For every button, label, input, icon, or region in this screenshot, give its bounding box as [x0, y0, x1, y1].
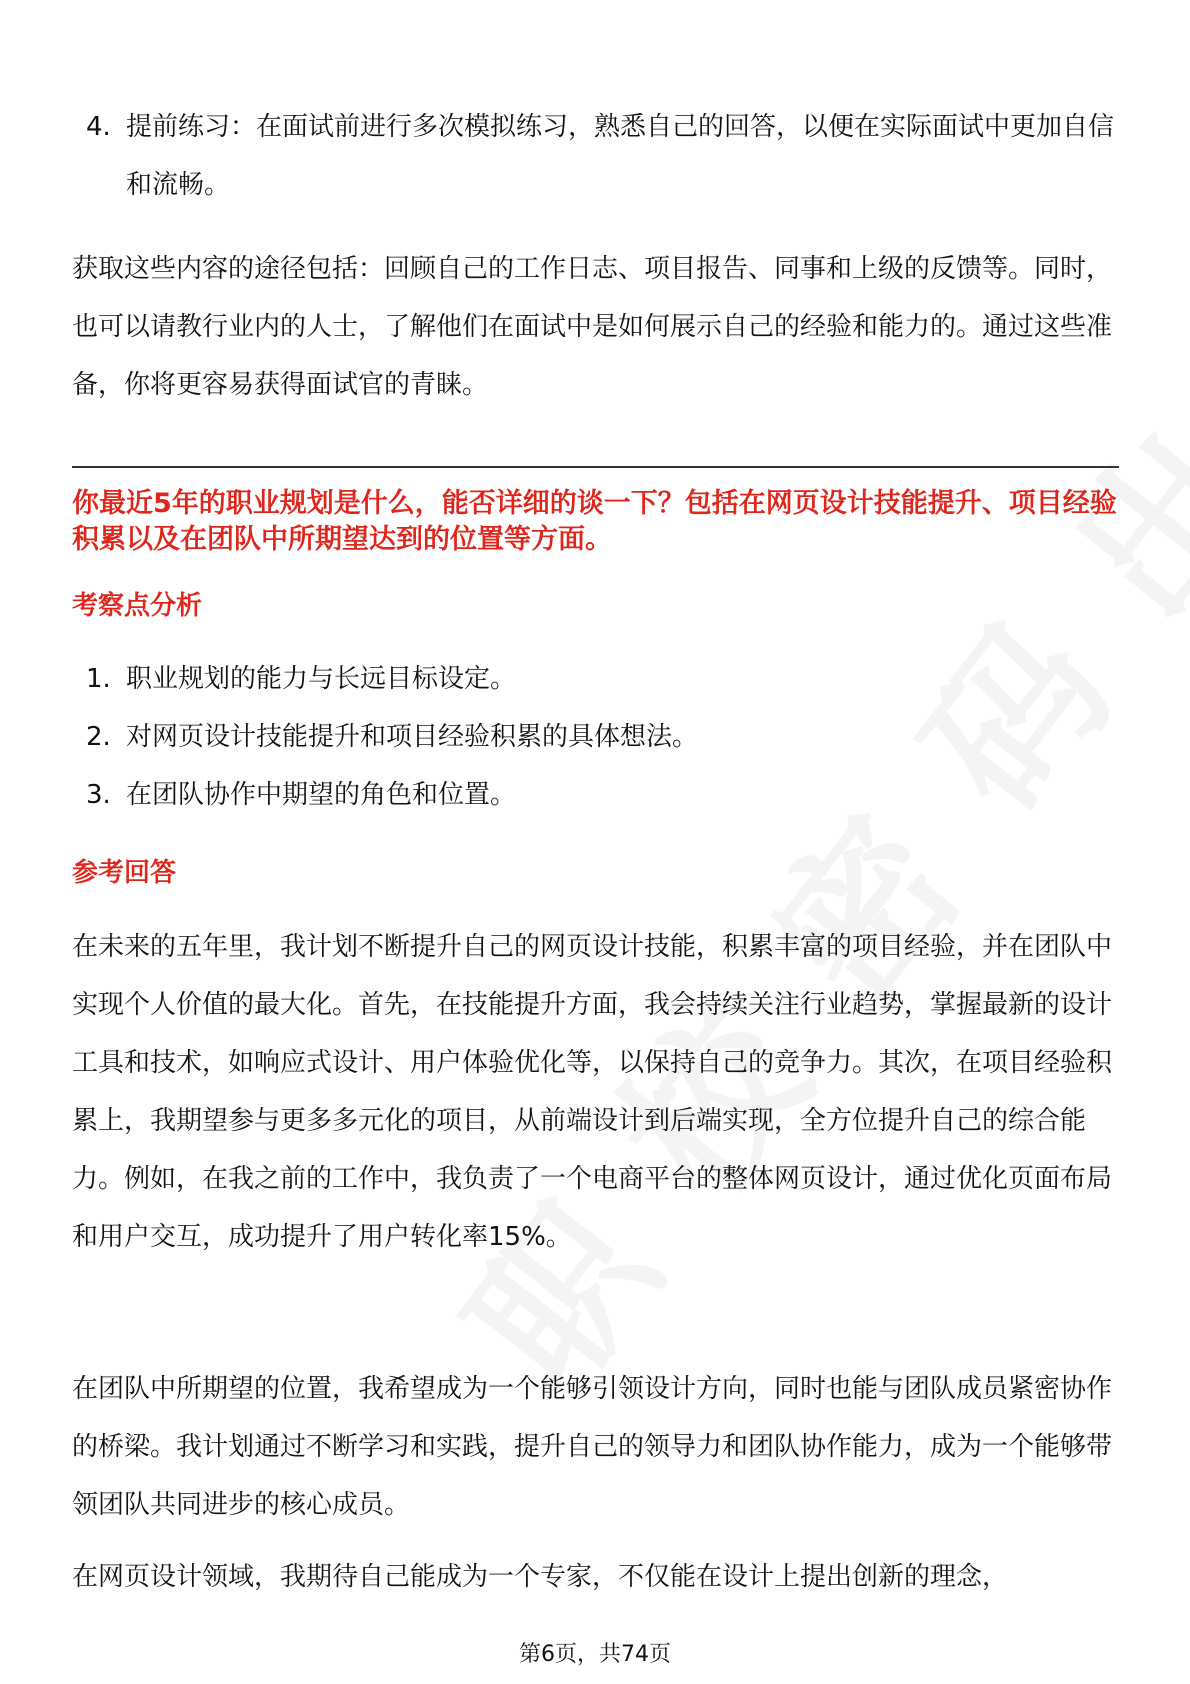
list-number: 3. [86, 780, 111, 810]
list-number: 2. [86, 722, 111, 752]
answer-heading: 参考回答 [72, 858, 177, 888]
section-divider [72, 466, 1119, 468]
list-text: 提前练习：在面试前进行多次模拟练习，熟悉自己的回答，以便在实际面试中更加自信和流畅。 [126, 112, 1115, 200]
question-title: 你最近5年的职业规划是什么，能否详细的谈一下？包括在网页设计技能提升、项目经验积累以及在团队中所期望达到的位置等方面。 [72, 488, 1117, 555]
answer-paragraph: 在团队中所期望的位置，我希望成为一个能够引领设计方向，同时也能与团队成员紧密协作的桥梁。我计划通过不断学习和实践，提升自己的领导力和团队协作能力，成为一个能够带领团队共同进步的核心成员。 [72, 1374, 1113, 1520]
analysis-heading: 考察点分析 [72, 591, 203, 621]
answer-paragraph: 在网页设计领域，我期待自己能成为一个专家，不仅能在设计上提出创新的理念， [72, 1562, 1009, 1592]
analysis-item [86, 708, 1116, 766]
list-text: 在团队协作中期望的角色和位置。 [126, 780, 517, 810]
list-item [86, 98, 1116, 214]
analysis-item [86, 766, 1116, 824]
list-number: 1. [86, 664, 111, 694]
analysis-item [86, 650, 1116, 708]
list-text: 对网页设计技能提升和项目经验积累的具体想法。 [126, 722, 699, 752]
paragraph-sources: 获取这些内容的途径包括：回顾自己的工作日志、项目报告、同事和上级的反馈等。同时，也可以请教行业内的人士，了解他们在面试中是如何展示自己的经验和能力的。通过这些准备，你将更容易获得面试官的青睐。 [72, 254, 1113, 400]
list-number: 4. [86, 112, 111, 142]
list-text: 职业规划的能力与长远目标设定。 [126, 664, 517, 694]
answer-paragraph: 在未来的五年里，我计划不断提升自己的网页设计技能，积累丰富的项目经验，并在团队中实现个人价值的最大化。首先，在技能提升方面，我会持续关注行业趋势，掌握最新的设计工具和技术，如响应式设计、用户体验优化等，以保持自己的竞争力。其次，在项目经验积累上，我期望参与更多多元化的项目，从前端设计到后端实现，全方位提升自己的综合能力。例如，在我之前的工作中，我负责了一个电商平台的整体网页设计，通过优化页面布局和用户交互，成功提升了用户转化率15%。 [72, 932, 1113, 1252]
page-footer: 第6页，共74页 [519, 1642, 671, 1667]
